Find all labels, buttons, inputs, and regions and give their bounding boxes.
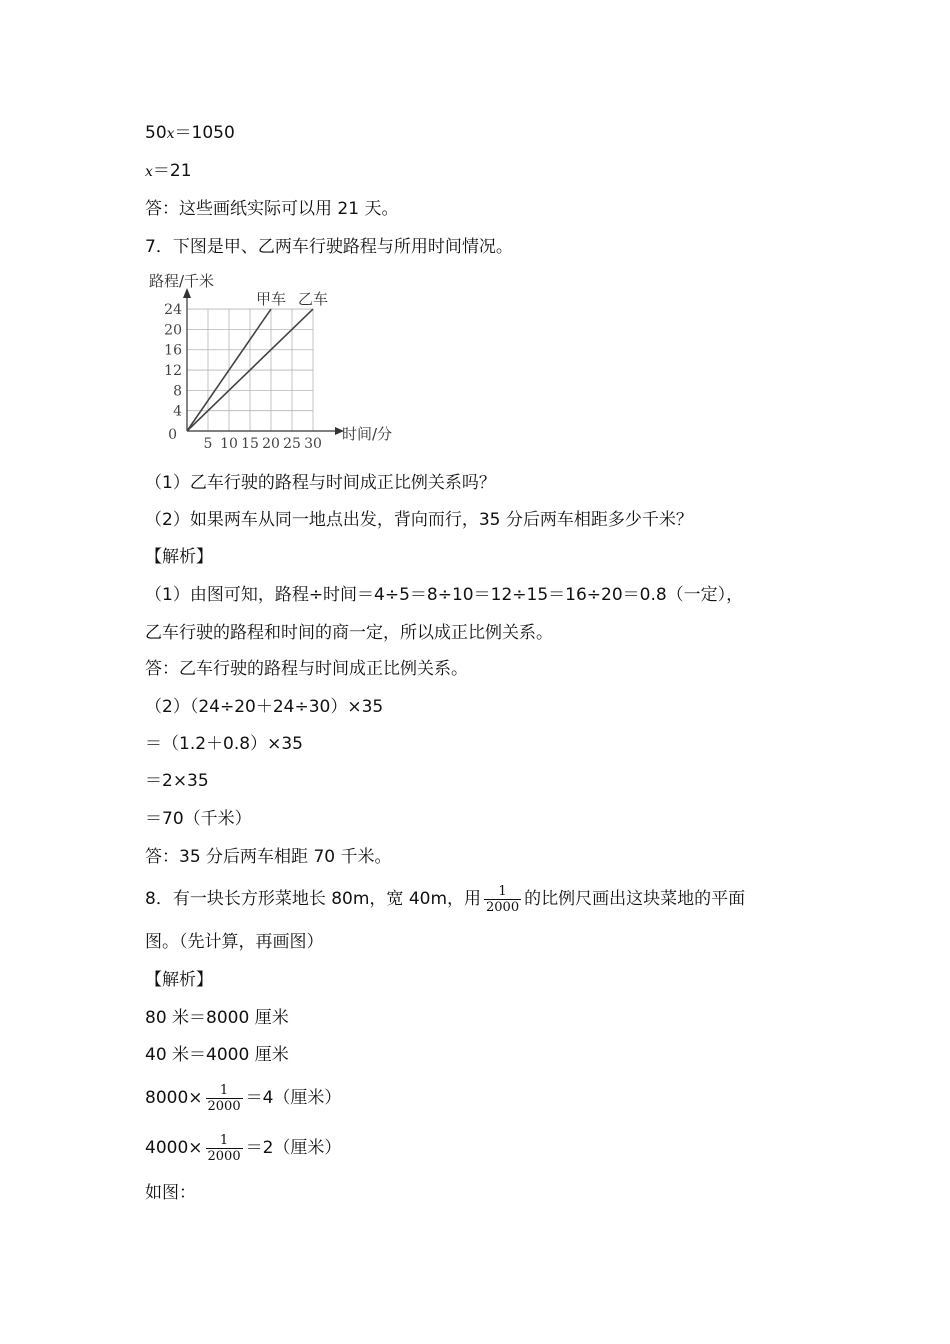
- solution-line: [145, 1079, 341, 1117]
- x-tick-label: 5: [203, 436, 213, 450]
- y-tick-label: 8: [173, 383, 182, 400]
- solution-line: 乙车行驶的路程和时间的商一定，所以成正比例关系。: [145, 623, 553, 643]
- question-text: 的比例尺画出这块菜地的平面: [524, 889, 746, 909]
- solution-line: ＝2×35: [145, 771, 209, 791]
- question-7-part-1: （1）乙车行驶的路程与时间成正比例关系吗？: [145, 473, 496, 493]
- y-tick-label: 20: [164, 322, 182, 339]
- solution-line: 答：乙车行驶的路程与时间成正比例关系。: [145, 659, 468, 679]
- solution-line: ＝（1.2＋0.8）×35: [145, 734, 303, 754]
- question-8-title: [145, 880, 745, 918]
- x-tick-label: 20: [262, 436, 280, 450]
- series-label: 乙车: [297, 290, 329, 309]
- y-tick-label: 4: [173, 403, 182, 420]
- fraction-numerator: 1: [219, 1132, 229, 1148]
- variable-x: x: [166, 126, 175, 142]
- solution-text: ＝2（厘米）: [245, 1138, 342, 1158]
- fraction-numerator: 1: [219, 1082, 229, 1098]
- equation-text: ＝1050: [174, 123, 235, 143]
- origin-label: 0: [168, 427, 177, 443]
- fraction-denominator: 2000: [486, 899, 520, 915]
- equation-text: ＝21: [152, 161, 192, 181]
- fraction-scale: [206, 1083, 243, 1114]
- question-8-line-2: 图。（先计算，再画图）: [145, 932, 324, 952]
- solution-line: （1）由图可知，路程÷时间＝4÷5＝8÷10＝12÷15＝16÷20＝0.8（一定），: [145, 585, 744, 605]
- question-7-part-2: （2）如果两车从同一地点出发，背向而行，35 分后两车相距多少千米？: [145, 510, 693, 530]
- solution-line: 80 米＝8000 厘米: [145, 1008, 289, 1028]
- question-text: 8．有一块长方形菜地长 80m，宽 40m，用: [145, 889, 482, 909]
- x-tick-label: 10: [220, 436, 238, 450]
- equation-line-2: [145, 159, 192, 184]
- solution-text: 4000×: [145, 1138, 203, 1158]
- chart-axes: [183, 288, 344, 435]
- question-7-title: 7．下图是甲、乙两车行驶路程与所用时间情况。: [145, 237, 513, 257]
- solution-text: 8000×: [145, 1088, 203, 1108]
- solution-line: ＝70（千米）: [145, 809, 252, 829]
- fraction-denominator: 2000: [207, 1098, 241, 1114]
- fraction-denominator: 2000: [207, 1148, 241, 1164]
- analysis-heading: 【解析】: [145, 970, 213, 990]
- fraction-scale: [484, 884, 521, 915]
- y-tick-label: 12: [164, 363, 182, 380]
- fraction-scale: [206, 1133, 243, 1164]
- variable-x: x: [145, 164, 153, 180]
- answer-line: 答：这些画纸实际可以用 21 天。: [145, 199, 399, 219]
- y-axis-label: 路程/千米: [149, 272, 215, 290]
- distance-time-chart: [145, 268, 415, 450]
- series-label: 甲车: [255, 290, 287, 309]
- x-tick-label: 25: [283, 436, 301, 450]
- solution-text: ＝4（厘米）: [245, 1088, 342, 1108]
- solution-line: [145, 1129, 341, 1167]
- y-tick-label: 16: [164, 342, 182, 359]
- solution-line: 如图：: [145, 1183, 196, 1203]
- solution-line: 答：35 分后两车相距 70 千米。: [145, 847, 392, 867]
- x-tick-label: 15: [241, 436, 259, 450]
- solution-line: 40 米＝4000 厘米: [145, 1045, 289, 1065]
- x-tick-label: 30: [304, 436, 322, 450]
- fraction-numerator: 1: [498, 883, 507, 899]
- equation-text: 50: [145, 123, 167, 143]
- analysis-heading: 【解析】: [145, 547, 213, 567]
- x-axis-label: 时间/分: [342, 425, 393, 443]
- y-tick-label: 24: [164, 302, 182, 319]
- solution-line: （2）（24÷20＋24÷30）×35: [145, 697, 384, 717]
- equation-line-1: [145, 121, 235, 146]
